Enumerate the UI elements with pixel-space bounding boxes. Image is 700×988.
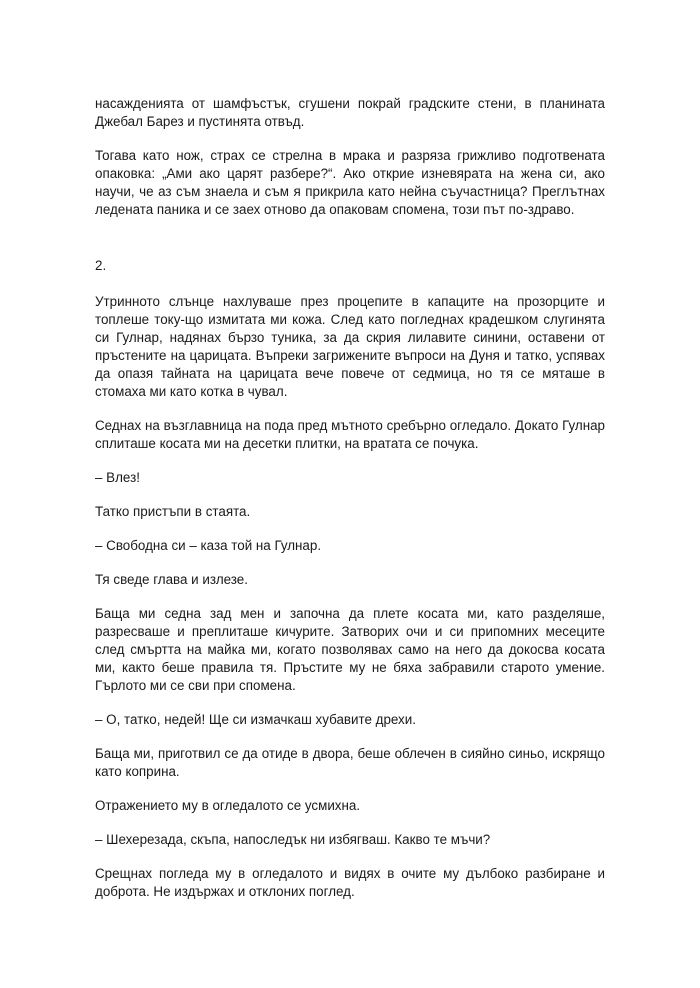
paragraph-scheherazade: – Шехерезада, скъпа, напоследък ни избягваш. Какво те мъчи?: [95, 832, 491, 847]
paragraph-come-in: – Влез!: [95, 470, 140, 485]
paragraph-continuation: насажденията от шамфъстък, сгушени покрай градските стени, в планината Джебал Барез и пустинята отвъд.: [95, 96, 605, 129]
paragraph-oh-father: – О, татко, недей! Ще си измачкаш хубавите дрехи.: [95, 712, 416, 727]
paragraph-she-leaves: Тя сведе глава и излезе.: [95, 572, 248, 587]
paragraph-gaze: Срещнах погледа му в огледалото и видях в очите му дълбоко разбиране и доброта. Не издържах и отклоних поглед.: [95, 866, 605, 899]
paragraph-morning-sun: Утринното слънце нахлуваше през процепите в капаците на прозорците и топлеше току-що измитата ми кожа. След като погледнах крадешком слугинята си Гулнар, надянах бързо туника, за да скрия лилавите синини, оставени от пръстените на царицата. Въпреки загрижените въпроси на Дуня и татко, успявах да опазя тайната на царицата вече повече от седмица, но тя се мяташе в стомаха ми като котка в чувал.: [95, 294, 605, 399]
paragraph-dismissed: – Свободна си – каза той на Гулнар.: [95, 538, 322, 553]
paragraph-father-enters: Татко пристъпи в стаята.: [95, 504, 251, 519]
paragraph-fear: Тогава като нож, страх се стрелна в мрака и разряза грижливо подготвената опаковка: „Ами ако царят разбере?“. Ако открие изневярата на жена си, ако научи, че аз съм знаела и съм я прикрила като нейна съучастница? Преглътнах ледената паника и се заех отново да опаковам спомена, този път по-здраво.: [95, 148, 605, 217]
paragraph-reflection: Отражението му в огледалото се усмихна.: [95, 798, 361, 813]
paragraph-mirror: Седнах на възглавница на пода пред мътното сребърно огледало. Докато Гулнар сплиташе косата ми на десетки плитки, на вратата се почука.: [95, 418, 605, 451]
paragraph-braiding: Баща ми седна зад мен и започна да плете косата ми, като разделяше, разресваше и преплиташе кичурите. Затворих очи и си припомних месеците след смъртта на майка ми, когато позволявах само на него да докосва косата ми, както беше правила тя. Пръстите му не бяха забравили старото умение. Гърлото ми се сви при спомена.: [95, 606, 605, 693]
paragraph-blue-clothes: Баща ми, приготвил се да отиде в двора, беше облечен в сияйно синьо, искрящо като коприна.: [95, 746, 605, 779]
document-body: [95, 95, 605, 917]
chapter-number: 2.: [95, 258, 107, 273]
